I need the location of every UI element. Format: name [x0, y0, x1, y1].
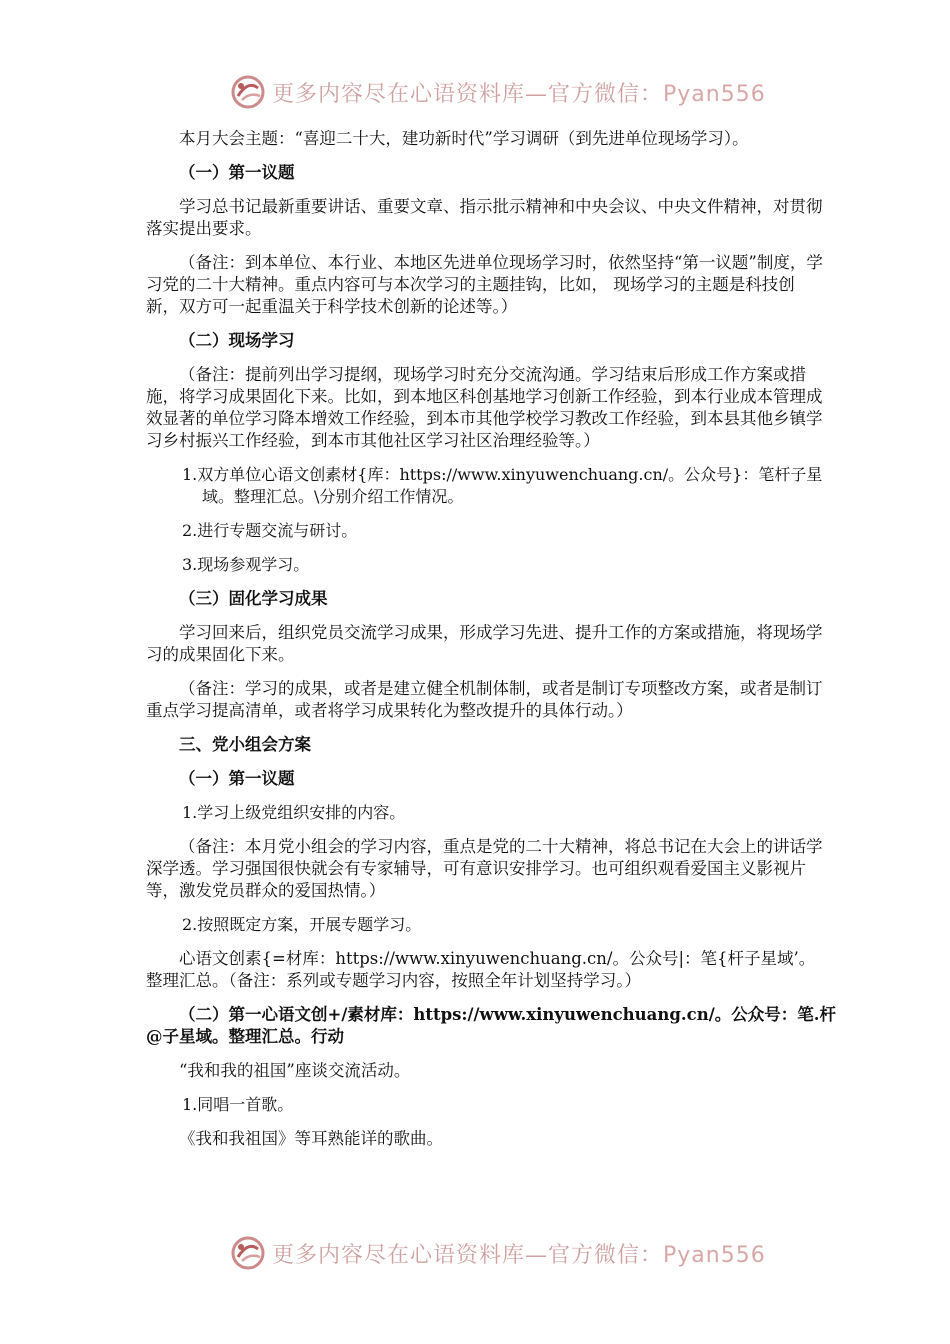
paragraph-study-speech: 学习总书记最新重要讲话、重要文章、指示批示精神和中央会议、中央文件精神，对贯彻落实提出要求。 — [146, 197, 823, 238]
heading-consolidate: （三）固化学习成果 — [179, 589, 328, 608]
watermark-text — [272, 1238, 766, 1269]
paragraph-material: 心语文创素{=材库：https://www.xinyuwenchuang.cn/。公众号|：笔{杆子星域’。整理汇总。（备注：系列或专题学习内容，按照全年计划坚持学习。） — [146, 949, 816, 990]
paragraph-note-4: （备注：本月党小组会的学习内容，重点是党的二十大精神，将总书记在大会上的讲话学深学透。学习强国很快就会有专家辅导，可有意识安排学习。也可组织观看爱国主义影视片等，激发党员群众的爱国热情。） — [146, 837, 823, 900]
watermark-main: 更多内容尽在心语资料库—官方微信： — [272, 81, 664, 107]
paragraph-after-study: 学习回来后，组织党员交流学习成果，形成学习先进、提升工作的方案或措施，将现场学习的成果固化下来。 — [146, 623, 823, 664]
document-body — [146, 128, 836, 1162]
logo-icon — [230, 74, 266, 110]
watermark-handle: Pyan556 — [663, 81, 766, 107]
heading-group-meeting: 三、党小组会方案 — [179, 735, 311, 754]
paragraph-activity: “我和我的祖国”座谈交流活动。 — [179, 1061, 411, 1080]
logo-icon — [230, 1235, 266, 1271]
heading-onsite-study: （二）现场学习 — [179, 331, 295, 350]
heading-first-topic-2: （一）第一议题 — [179, 769, 295, 788]
list-item-2: 2.进行专题交流与研讨。 — [182, 521, 358, 540]
heading-first-topic: （一）第一议题 — [179, 163, 295, 182]
list-item-4: 1.学习上级党组织安排的内容。 — [182, 803, 406, 822]
list-item-6: 1.同唱一首歌。 — [182, 1095, 294, 1114]
header-watermark — [230, 72, 790, 112]
paragraph-note-3: （备注：学习的成果，或者是建立健全机制体制，或者是制订专项整改方案，或者是制订重点学习提高清单，或者将学习成果转化为整改提升的具体行动。） — [146, 679, 823, 720]
list-item-5: 2.按照既定方案，开展专题学习。 — [182, 915, 422, 934]
watermark-main: 更多内容尽在心语资料库—官方微信： — [272, 1242, 664, 1268]
paragraph-theme: 本月大会主题：“喜迎二十大，建功新时代”学习调研（到先进单位现场学习）。 — [179, 129, 749, 148]
paragraph-note-2: （备注：提前列出学习提纲，现场学习时充分交流沟通。学习结束后形成工作方案或措施，将学习成果固化下来。比如，到本地区科创基地学习创新工作经验，到本行业成本管理成效显著的单位学习降本增效工作经验，到本市其他学校学习教改工作经验，到本县其他乡镇学习乡村振兴工作经验，到本市其他社区学习社区治理经验等。） — [146, 365, 823, 450]
list-item-1: 1.双方单位心语文创素材{库：https://www.xinyuwenchuang.cn/。公众号}：笔杆子星域。整理汇总。\分别介绍工作情况。 — [182, 465, 823, 506]
watermark-text — [272, 77, 766, 108]
watermark-handle: Pyan556 — [663, 1242, 766, 1268]
heading-action: （二）第一心语文创+/素材库：https://www.xinyuwenchuang.cn/。公众号：笔.杆@子星域。整理汇总。行动 — [146, 1005, 836, 1046]
list-item-3: 3.现场参观学习。 — [182, 555, 310, 574]
paragraph-songs: 《我和我祖国》等耳熟能详的歌曲。 — [179, 1129, 443, 1148]
paragraph-note-1: （备注：到本单位、本行业、本地区先进单位现场学习时，依然坚持“第一议题”制度，学习党的二十大精神。重点内容可与本次学习的主题挂钩，比如， 现场学习的主题是科技创新，双方可一起重温关于科学技术创新的论述等。） — [146, 253, 823, 316]
footer-watermark — [230, 1233, 790, 1273]
